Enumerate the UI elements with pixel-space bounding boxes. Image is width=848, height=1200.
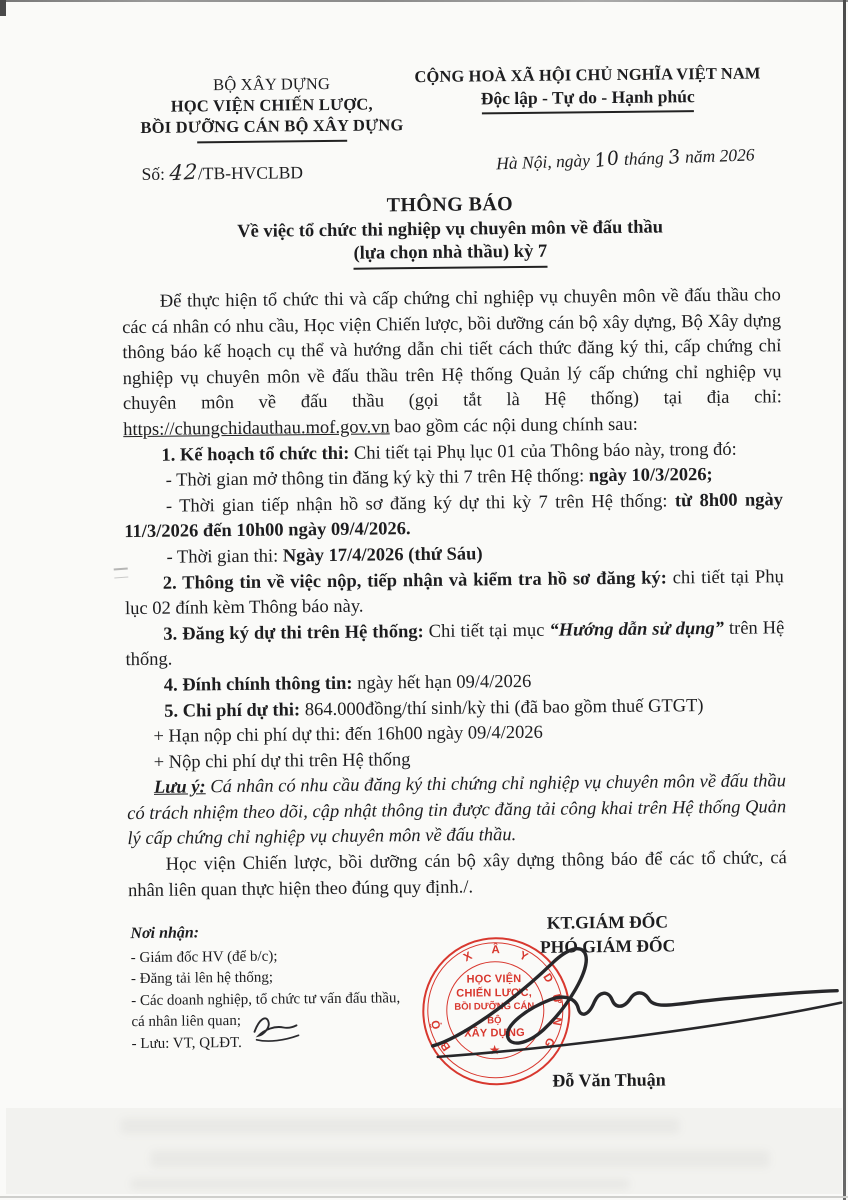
stamp-line-4: XÂY DỰNG [464, 1026, 525, 1040]
stamp-arc-letter: X [461, 950, 475, 965]
date-mid: tháng [619, 147, 669, 170]
stamp-arc-letter: Ự [549, 993, 563, 1005]
closing-paragraph [128, 846, 787, 904]
doc-subject-line1: Về việc tổ chức thi nghiệp vụ chuyên môn về đấu thầu [237, 217, 664, 242]
doc-subject-line2 [121, 239, 779, 272]
date-month-handwritten: 3 [666, 145, 683, 169]
stamp-arc-letter: Ộ [429, 1018, 444, 1031]
stamp-arc-letter: N [549, 1016, 564, 1027]
item-3 [125, 616, 784, 674]
item-3-text2: trên Hệ thống. [125, 617, 785, 671]
item-1c-date: Ngày 17/4/2026 (thứ Sáu) [282, 544, 483, 567]
item-1-text: Chi tiết tại Phụ lục 01 của Thông báo này, trong đó: [349, 439, 737, 464]
handwritten-initial [250, 1013, 302, 1044]
note-paragraph [127, 770, 787, 854]
handwritten-signature [417, 934, 848, 1068]
org-name-line1: HỌC VIỆN CHIẾN LƯỢC, [170, 94, 373, 116]
intro-text-end: bao gồm các nội dung chính sau: [389, 414, 638, 438]
system-url: https://chungchidauthau.mof.gov.vn [123, 417, 390, 441]
org-underline [197, 140, 347, 144]
document-number [141, 159, 303, 185]
item-2-text: chi tiết tại Phụ lục 02 đính kèm Thông báo này. [124, 566, 784, 620]
national-motto-block [402, 62, 772, 115]
item-1b [124, 488, 783, 546]
item-3-quoted: “Hướng dẫn sử dụng” [549, 618, 725, 641]
date-day-handwritten: 10 [592, 146, 621, 173]
item-3-heading: 3. Đăng ký dự thi trên Hệ thống: [163, 621, 424, 645]
doc-number-label: Số: [141, 163, 170, 184]
note-text: Cá nhân có nhu cầu đăng ký thi chứng chỉ nghiệp vụ chuyên môn về đấu thầu có trách nhiệm theo dõi, cập nhật thông tin được đăng tải công khai trên Hệ thống Quản lý cấp chứng chỉ nghiệp vụ chuyên môn về đấu thầu. [127, 771, 787, 850]
title-block [121, 190, 780, 272]
stamp-arc-letter: G [541, 1035, 557, 1050]
intro-text: Để thực hiện tổ chức thi và cấp chứng chỉ nghiệp vụ chuyên môn về đấu thầu cho các cá nhân có nhu cầu, Học viện Chiến lược, bồi dưỡng cán bộ xây dựng, Bộ Xây dựng thông báo kế hoạch cụ thể và hướng dẫn chi tiết cách thức đăng ký thi, cấp chứng chỉ nghiệp vụ chuyên môn về đấu thầu trên Hệ thống Quản lý cấp chứng chỉ nghiệp vụ chuyên môn về đấu thầu (gọi tắt là Hệ thống) tại địa chỉ: [122, 285, 783, 415]
item-5a-text: + Hạn nộp chi phí dự thi: đến 16h00 ngày 09/4/2026 [153, 722, 543, 747]
stamp-star-icon: ★ [488, 1041, 501, 1057]
item-5-text: 864.000đồng/thí sinh/kỳ thi (đã bao gồm thuế GTGT) [300, 695, 704, 720]
item-1b-text: - Thời gian tiếp nhận hồ sơ đăng ký dự thi kỳ 7 trên Hệ thống: [165, 491, 676, 517]
item-2-heading: 2. Thông tin về việc nộp, tiếp nhận và kiểm tra hồ sơ đăng ký: [162, 567, 667, 594]
doc-number-handwritten: 42 [168, 159, 199, 186]
date-line [441, 141, 810, 176]
date-pre: Hà Nội, ngày [495, 149, 595, 174]
org-name-line2: BỒI DƯỠNG CÁN BỘ XÂY DỰNG [140, 115, 404, 137]
date-post: năm 2026 [680, 144, 755, 167]
signer-authority: KT.GIÁM ĐỐC [546, 911, 669, 933]
item-1-heading: 1. Kế hoạch tổ chức thi: [161, 443, 350, 466]
closing-text: Học viện Chiến lược, bồi dưỡng cán bộ xây dựng thông báo để các tổ chức, cá nhân liên quan thực hiện theo đúng quy định./. [127, 848, 787, 901]
paragraph-intro [122, 283, 783, 443]
motto-underline [482, 110, 694, 114]
recipient-item: - Đăng tải lên hệ thống; [130, 969, 274, 988]
national-motto: Độc lập - Tự do - Hạnh phúc [480, 86, 695, 109]
doc-type-title: THÔNG BÁO [386, 193, 514, 217]
org-parent-name: BỘ XÂY DỰNG [212, 73, 331, 95]
note-label: Lưu ý: [153, 777, 206, 799]
item-1b-date: từ 8h00 ngày 11/3/2026 đến 10h00 ngày 09/4/2026. [124, 489, 784, 543]
recipient-item: cá nhân liên quan; [131, 1012, 242, 1031]
item-1a-date: ngày 10/3/2026; [588, 465, 713, 487]
item-4-heading: 4. Đính chính thông tin: [163, 673, 353, 696]
body-text [122, 283, 787, 904]
item-1a-text: - Thời gian mở thông tin đăng ký kỳ thi 7 trên Hệ thống: [165, 466, 589, 491]
signer-position: PHÓ GIÁM ĐỐC [539, 935, 676, 957]
issuing-org-block [112, 72, 431, 144]
stamp-arc-letter: D [540, 971, 555, 986]
item-5-heading: 5. Chi phí dự thi: [164, 699, 301, 722]
doc-number-suffix: /TB-HVCLBD [197, 162, 304, 184]
recipient-item: - Lưu: VT, QLĐT. [131, 1034, 242, 1052]
stamp-line-3: BỒI DƯỠNG CÁN BỘ [454, 1000, 535, 1026]
national-title: CỘNG HOÀ XÃ HỘI CHỦ NGHĨA VIỆT NAM [414, 63, 761, 87]
stamp-line-1: HỌC VIỆN [466, 973, 522, 986]
stamp-line-2: CHIẾN LƯỢC, [456, 986, 533, 1000]
item-1c-text: - Thời gian thi: [166, 546, 283, 568]
recipients-title: Nơi nhận: [130, 924, 200, 943]
item-4-text: ngày hết hạn 09/4/2026 [352, 671, 532, 694]
signer-name: Đỗ Văn Thuận [552, 1069, 666, 1091]
doc-subject-underlined: (lựa chọn nhà thầu) kỳ 7 [353, 242, 547, 270]
stamp-arc-letter: Y [517, 949, 530, 964]
item-5b-text: + Nộp chi phí dự thi trên Hệ thống [153, 749, 411, 773]
recipient-item: - Giám đốc HV (để b/c); [130, 948, 278, 966]
item-2 [125, 565, 784, 623]
stamp-arc-letter: B [438, 1039, 454, 1053]
stamp-arc-letter: Â [491, 944, 500, 957]
recipient-item: - Các doanh nghiệp, tổ chức tư vấn đấu thầu, [131, 989, 401, 1009]
item-3-text1: Chi tiết tại mục [423, 620, 550, 642]
